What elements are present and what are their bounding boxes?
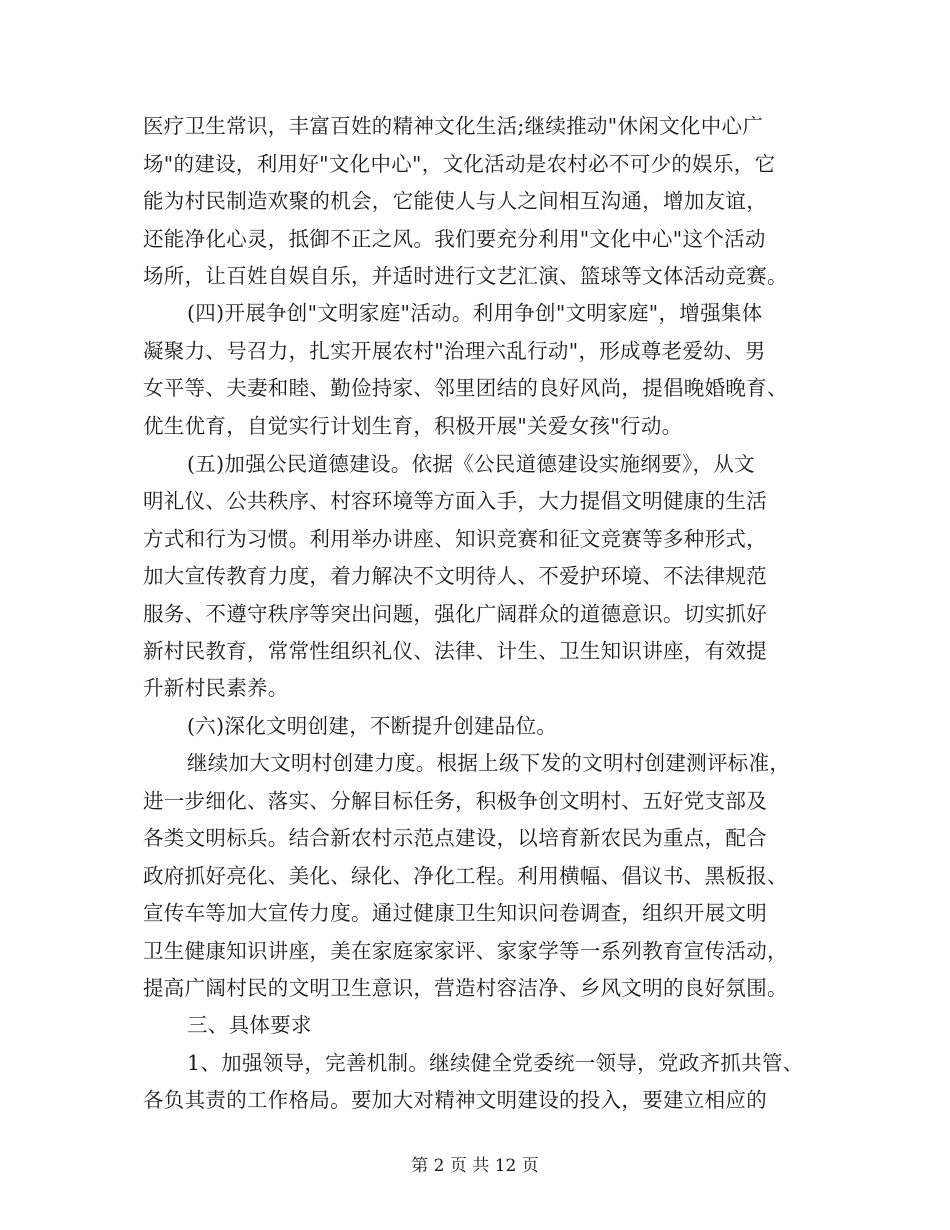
body-text-line: 各类文明标兵。结合新农村示范点建设，以培育新农民为重点，配合 [143,826,767,850]
body-text-line: 凝聚力、号召力，扎实开展农村"治理六乱行动"，形成尊老爱幼、男 [143,339,766,363]
body-text-line: 卫生健康知识讲座，美在家庭家家评、家家学等一系列教育宣传活动， [143,939,788,963]
body-text-line: 女平等、夫妻和睦、勤俭持家、邻里团结的良好风尚，提倡晚婚晚育、 [143,376,788,400]
body-text-line: 各负其责的工作格局。要加大对精神文明建设的投入，要建立相应的 [143,1088,767,1112]
body-text-line: 加大宣传教育力度，着力解决不文明待人、不爱护环境、不法律规范 [143,564,767,588]
body-text-line: 能为村民制造欢聚的机会，它能使人与人之间相互沟通，增加友谊， [143,189,767,213]
body-text-line: 场所，让百姓自娱自乐，并适时进行文艺汇演、篮球等文体活动竞赛。 [143,264,788,288]
body-text-line: 服务、不遵守秩序等突出问题，强化广阔群众的道德意识。切实抓好 [143,602,767,626]
paragraph-heading-6: (六)深化文明创建，不断提升创建品位。 [187,714,558,738]
body-text-line: 继续加大文明村创建力度。根据上级下发的文明村创建测评标准， [187,751,791,775]
body-text-line: 场"的建设，利用好"文化中心"，文化活动是农村必不可少的娱乐，它 [143,152,776,176]
body-text-line: 优生优育，自觉实行计划生育，积极开展"关爱女孩"行动。 [143,414,683,438]
body-text-line: 进一步细化、落实、分解目标任务，积极争创文明村、五好党支部及 [143,789,767,813]
body-text-line: 政府抓好亮化、美化、绿化、净化工程。利用横幅、倡议书、黑板报、 [143,864,788,888]
body-text-line: 提高广阔村民的文明卫生意识，营造村容洁净、乡风文明的良好氛围。 [143,976,788,1000]
body-text-line: 1、加强领导，完善机制。继续健全党委统一领导，党政齐抓共管、 [187,1051,804,1075]
body-text-line: 还能净化心灵，抵御不正之风。我们要充分利用"文化中心"这个活动 [143,227,766,251]
paragraph-heading-5: (五)加强公民道德建设。依据《公民道德建设实施纲要》，从文 [187,452,755,476]
page-number-footer: 第 2 页 共 12 页 [411,1156,539,1176]
paragraph-heading-4: (四)开展争创"文明家庭"活动。利用争创"文明家庭"，增强集体 [187,301,763,325]
body-text-line: 宣传车等加大宣传力度。通过健康卫生知识问卷调查，组织开展文明 [143,901,767,925]
body-text-line: 明礼仪、公共秩序、村容环境等方面入手，大力提倡文明健康的生活 [143,489,767,513]
body-text-line: 方式和行为习惯。利用举办讲座、知识竞赛和征文竞赛等多种形式， [143,527,767,551]
body-text-line: 升新村民素养。 [143,676,289,700]
body-text-line: 医疗卫生常识，丰富百姓的精神文化生活;继续推动"休闲文化中心广 [143,114,764,138]
section-heading: 三、具体要求 [187,1013,312,1037]
body-text-line: 新村民教育，常常性组织礼仪、法律、计生、卫生知识讲座，有效提 [143,639,767,663]
